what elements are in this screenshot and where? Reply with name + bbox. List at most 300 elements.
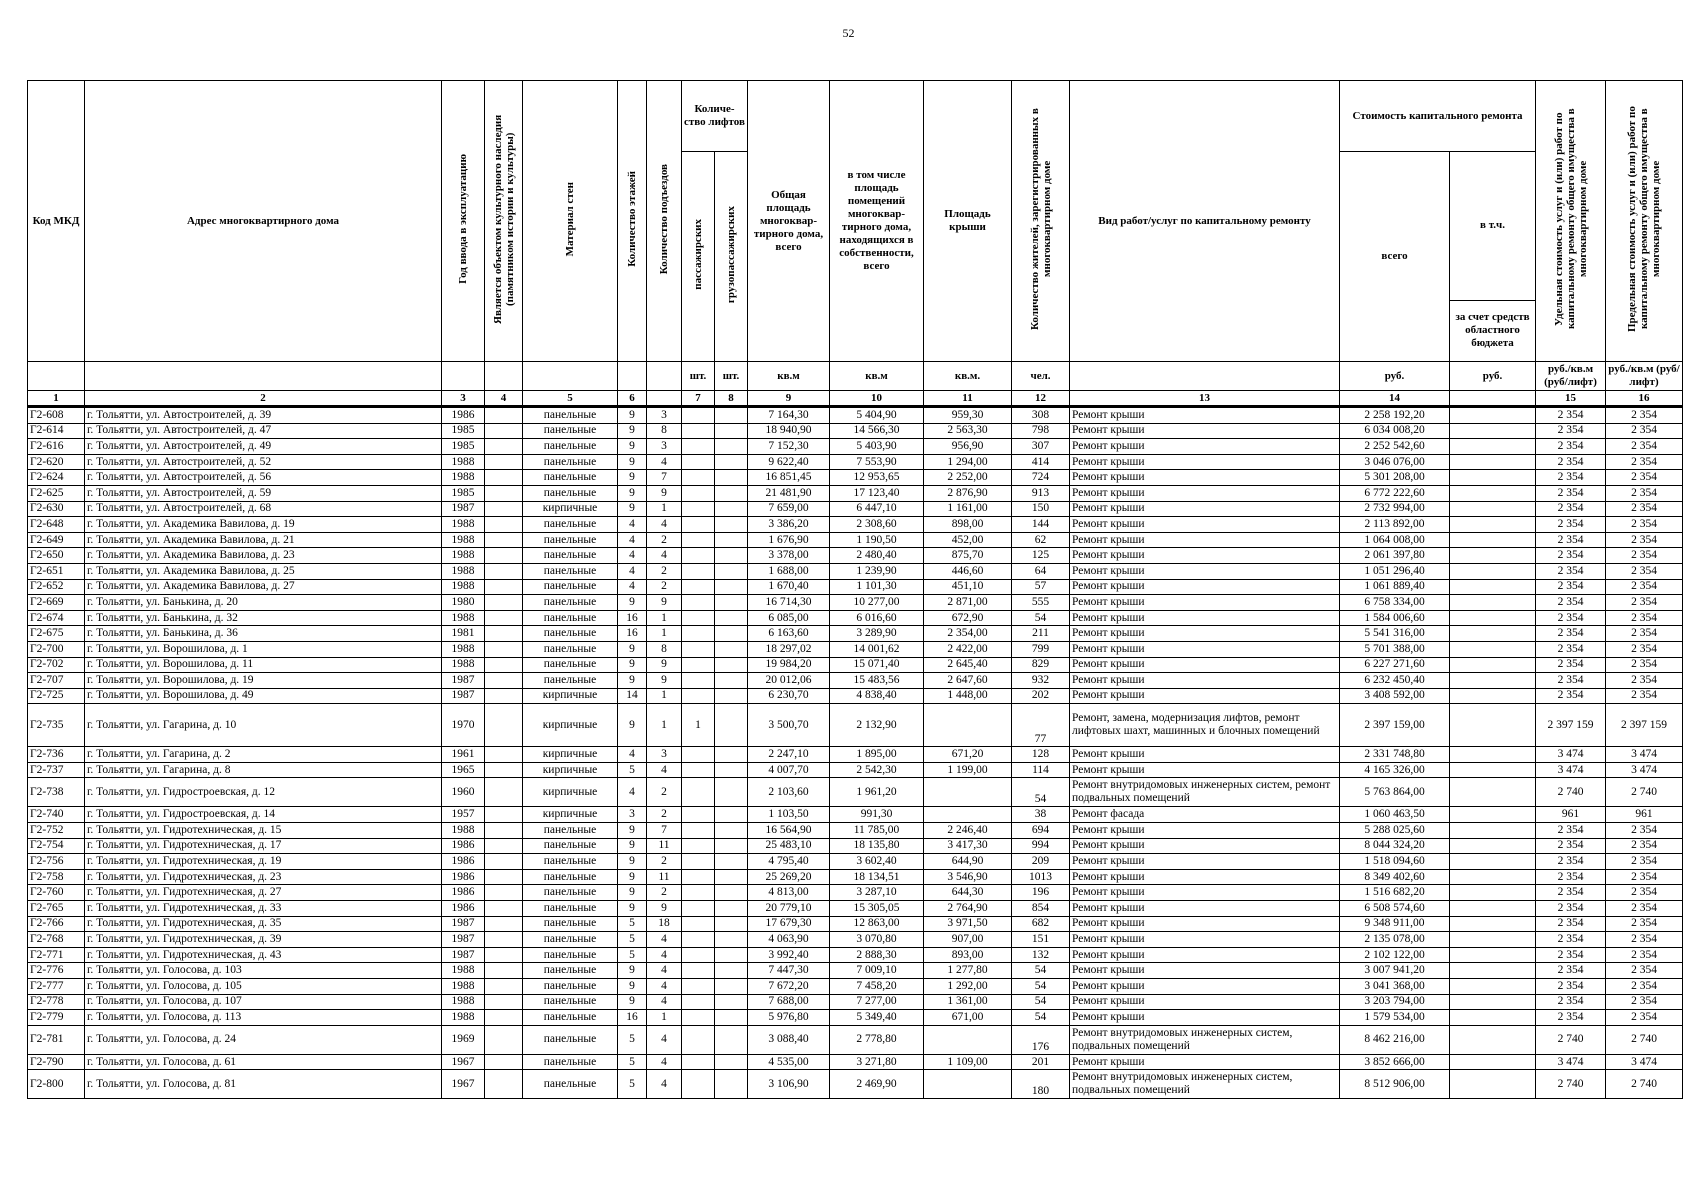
total-area-cell: 17 679,30	[748, 916, 830, 932]
year-cell: 1988	[442, 470, 485, 486]
residents-cell: 307	[1012, 439, 1070, 455]
code-cell: Г2-616	[28, 439, 85, 455]
roof-area-cell: 2 354,00	[924, 626, 1012, 642]
roof-area-cell: 2 871,00	[924, 595, 1012, 611]
limit-cost-cell: 2 354	[1606, 610, 1683, 626]
header-cost: Стоимость капитального ремонта	[1340, 81, 1536, 152]
year-cell: 1988	[442, 563, 485, 579]
address-cell: г. Тольятти, ул. Гагарина, д. 2	[85, 747, 442, 763]
entrances-cell: 4	[647, 932, 682, 948]
unit-rub: руб.	[1340, 362, 1450, 391]
cost-regional-cell	[1450, 932, 1536, 948]
table-row	[28, 916, 1683, 932]
lifts-passenger-cell	[682, 563, 715, 579]
residents-cell: 414	[1012, 454, 1070, 470]
heritage-cell	[485, 423, 523, 439]
floors-cell: 5	[618, 916, 647, 932]
unit-cost-cell: 2 354	[1536, 626, 1606, 642]
cost-regional-cell	[1450, 688, 1536, 704]
entrances-cell: 4	[647, 994, 682, 1010]
heritage-cell	[485, 947, 523, 963]
roof-area-cell: 956,90	[924, 439, 1012, 455]
material-cell: панельные	[523, 963, 618, 979]
work-type-cell: Ремонт крыши	[1070, 517, 1340, 533]
address-cell: г. Тольятти, ул. Гагарина, д. 10	[85, 704, 442, 747]
lifts-passenger-cell	[682, 869, 715, 885]
total-area-cell: 7 659,00	[748, 501, 830, 517]
address-cell: г. Тольятти, ул. Гидротехническая, д. 33	[85, 901, 442, 917]
header-code: Код МКД	[28, 81, 85, 362]
address-cell: г. Тольятти, ул. Автостроителей, д. 68	[85, 501, 442, 517]
address-cell: г. Тольятти, ул. Голосова, д. 113	[85, 1010, 442, 1026]
code-cell: Г2-725	[28, 688, 85, 704]
heritage-cell	[485, 916, 523, 932]
code-cell: Г2-630	[28, 501, 85, 517]
cost-regional-cell	[1450, 1025, 1536, 1054]
limit-cost-cell: 3 474	[1606, 762, 1683, 778]
lifts-cargo-cell	[715, 423, 748, 439]
entrances-cell: 9	[647, 901, 682, 917]
lifts-cargo-cell	[715, 932, 748, 948]
cost-total-cell: 3 007 941,20	[1340, 963, 1450, 979]
lifts-cargo-cell	[715, 470, 748, 486]
unit-cost-cell: 3 474	[1536, 1054, 1606, 1070]
table-row	[28, 641, 1683, 657]
address-cell: г. Тольятти, ул. Автостроителей, д. 49	[85, 439, 442, 455]
unit-cost-cell: 2 354	[1536, 979, 1606, 995]
address-cell: г. Тольятти, ул. Голосова, д. 61	[85, 1054, 442, 1070]
year-cell: 1986	[442, 407, 485, 424]
table-row	[28, 823, 1683, 839]
code-cell: Г2-776	[28, 963, 85, 979]
material-cell: панельные	[523, 673, 618, 689]
table-row	[28, 994, 1683, 1010]
column-number: 12	[1012, 391, 1070, 407]
floors-cell: 5	[618, 762, 647, 778]
material-cell: панельные	[523, 407, 618, 424]
work-type-cell: Ремонт крыши	[1070, 1054, 1340, 1070]
address-cell: г. Тольятти, ул. Гидротехническая, д. 43	[85, 947, 442, 963]
heritage-cell	[485, 407, 523, 424]
entrances-cell: 8	[647, 641, 682, 657]
table-row	[28, 1010, 1683, 1026]
year-cell: 1970	[442, 704, 485, 747]
address-cell: г. Тольятти, ул. Банькина, д. 20	[85, 595, 442, 611]
address-cell: г. Тольятти, ул. Банькина, д. 36	[85, 626, 442, 642]
address-cell: г. Тольятти, ул. Ворошилова, д. 19	[85, 673, 442, 689]
floors-cell: 4	[618, 517, 647, 533]
unit-cell	[647, 362, 682, 391]
floors-cell: 9	[618, 439, 647, 455]
page-number: 52	[842, 26, 855, 40]
work-type-cell: Ремонт крыши	[1070, 563, 1340, 579]
entrances-cell: 9	[647, 657, 682, 673]
unit-cost-cell: 2 354	[1536, 1010, 1606, 1026]
lifts-passenger-cell	[682, 548, 715, 564]
address-cell: г. Тольятти, ул. Гидротехническая, д. 39	[85, 932, 442, 948]
unit-cost-cell: 2 354	[1536, 641, 1606, 657]
heritage-cell	[485, 485, 523, 501]
material-cell: панельные	[523, 901, 618, 917]
material-cell: панельные	[523, 532, 618, 548]
code-cell: Г2-620	[28, 454, 85, 470]
address-cell: г. Тольятти, ул. Академика Вавилова, д. 19	[85, 517, 442, 533]
floors-cell: 9	[618, 407, 647, 424]
heritage-cell	[485, 963, 523, 979]
entrances-cell: 2	[647, 778, 682, 807]
table-row	[28, 854, 1683, 870]
year-cell: 1985	[442, 439, 485, 455]
floors-cell: 9	[618, 994, 647, 1010]
total-area-cell: 16 564,90	[748, 823, 830, 839]
cost-regional-cell	[1450, 901, 1536, 917]
year-cell: 1967	[442, 1054, 485, 1070]
lifts-passenger-cell	[682, 579, 715, 595]
heritage-cell	[485, 439, 523, 455]
address-cell: г. Тольятти, ул. Гидротехническая, д. 17	[85, 838, 442, 854]
material-cell: панельные	[523, 979, 618, 995]
heritage-cell	[485, 838, 523, 854]
roof-area-cell: 2 563,30	[924, 423, 1012, 439]
entrances-cell: 3	[647, 407, 682, 424]
cost-total-cell: 6 758 334,00	[1340, 595, 1450, 611]
floors-cell: 9	[618, 470, 647, 486]
unit-cell	[618, 362, 647, 391]
floors-cell: 14	[618, 688, 647, 704]
lifts-passenger-cell	[682, 470, 715, 486]
cost-total-cell: 5 541 316,00	[1340, 626, 1450, 642]
total-area-cell: 18 297,02	[748, 641, 830, 657]
unit-rub-per-m2: руб./кв.м (руб/лифт)	[1606, 362, 1683, 391]
lifts-cargo-cell	[715, 1025, 748, 1054]
residents-cell: 854	[1012, 901, 1070, 917]
floors-cell: 9	[618, 595, 647, 611]
year-cell: 1988	[442, 548, 485, 564]
cost-total-cell: 1 064 008,00	[1340, 532, 1450, 548]
table-row	[28, 688, 1683, 704]
year-cell: 1988	[442, 579, 485, 595]
year-cell: 1988	[442, 641, 485, 657]
lifts-cargo-cell	[715, 854, 748, 870]
year-cell: 1986	[442, 854, 485, 870]
residents-cell: 913	[1012, 485, 1070, 501]
material-cell: панельные	[523, 454, 618, 470]
cost-total-cell: 3 046 076,00	[1340, 454, 1450, 470]
column-number	[1450, 391, 1536, 407]
cost-total-cell: 6 227 271,60	[1340, 657, 1450, 673]
code-cell: Г2-738	[28, 778, 85, 807]
owned-area-cell: 991,30	[830, 807, 924, 823]
limit-cost-cell: 2 354	[1606, 641, 1683, 657]
lifts-cargo-cell	[715, 673, 748, 689]
unit-cost-cell: 2 354	[1536, 470, 1606, 486]
unit-cost-cell: 2 354	[1536, 407, 1606, 424]
residents-cell: 694	[1012, 823, 1070, 839]
residents-cell: 151	[1012, 932, 1070, 948]
year-cell: 1986	[442, 838, 485, 854]
roof-area-cell: 446,60	[924, 563, 1012, 579]
lifts-cargo-cell	[715, 1070, 748, 1099]
capital-repair-table	[27, 80, 1683, 1099]
cost-regional-cell	[1450, 916, 1536, 932]
table-row	[28, 485, 1683, 501]
owned-area-cell: 3 289,90	[830, 626, 924, 642]
lifts-cargo-cell	[715, 916, 748, 932]
owned-area-cell: 7 277,00	[830, 994, 924, 1010]
roof-area-cell: 2 252,00	[924, 470, 1012, 486]
floors-cell: 9	[618, 963, 647, 979]
material-cell: кирпичные	[523, 747, 618, 763]
limit-cost-cell: 2 354	[1606, 838, 1683, 854]
residents-cell: 54	[1012, 963, 1070, 979]
owned-area-cell: 12 953,65	[830, 470, 924, 486]
entrances-cell: 4	[647, 762, 682, 778]
cost-total-cell: 5 763 864,00	[1340, 778, 1450, 807]
year-cell: 1985	[442, 423, 485, 439]
lifts-passenger-cell	[682, 885, 715, 901]
work-type-cell: Ремонт крыши	[1070, 994, 1340, 1010]
limit-cost-cell: 2 354	[1606, 947, 1683, 963]
heritage-cell	[485, 501, 523, 517]
work-type-cell: Ремонт внутридомовых инженерных систем, ремонт подвальных помещений	[1070, 778, 1340, 807]
cost-regional-cell	[1450, 979, 1536, 995]
cost-regional-cell	[1450, 869, 1536, 885]
cost-total-cell: 8 462 216,00	[1340, 1025, 1450, 1054]
column-number: 11	[924, 391, 1012, 407]
work-type-cell: Ремонт крыши	[1070, 979, 1340, 995]
work-type-cell: Ремонт крыши	[1070, 485, 1340, 501]
owned-area-cell: 18 135,80	[830, 838, 924, 854]
material-cell: кирпичные	[523, 501, 618, 517]
owned-area-cell: 1 239,90	[830, 563, 924, 579]
address-cell: г. Тольятти, ул. Голосова, д. 103	[85, 963, 442, 979]
roof-area-cell: 1 199,00	[924, 762, 1012, 778]
cost-regional-cell	[1450, 762, 1536, 778]
heritage-cell	[485, 704, 523, 747]
lifts-cargo-cell	[715, 485, 748, 501]
lifts-passenger-cell	[682, 932, 715, 948]
lifts-passenger-cell	[682, 673, 715, 689]
column-number: 9	[748, 391, 830, 407]
year-cell: 1960	[442, 778, 485, 807]
lifts-cargo-cell	[715, 747, 748, 763]
lifts-cargo-cell	[715, 610, 748, 626]
roof-area-cell: 893,00	[924, 947, 1012, 963]
lifts-passenger-cell	[682, 532, 715, 548]
lifts-cargo-cell	[715, 517, 748, 533]
roof-area-cell: 451,10	[924, 579, 1012, 595]
year-cell: 1988	[442, 823, 485, 839]
work-type-cell: Ремонт крыши	[1070, 641, 1340, 657]
cost-total-cell: 8 349 402,60	[1340, 869, 1450, 885]
material-cell: панельные	[523, 626, 618, 642]
code-cell: Г2-648	[28, 517, 85, 533]
heritage-cell	[485, 454, 523, 470]
heritage-cell	[485, 626, 523, 642]
residents-cell: 128	[1012, 747, 1070, 763]
owned-area-cell: 6 447,10	[830, 501, 924, 517]
owned-area-cell: 3 070,80	[830, 932, 924, 948]
work-type-cell: Ремонт крыши	[1070, 579, 1340, 595]
unit-cell	[85, 362, 442, 391]
column-number: 8	[715, 391, 748, 407]
unit-cost-cell: 2 354	[1536, 610, 1606, 626]
lifts-passenger-cell	[682, 610, 715, 626]
lifts-cargo-cell	[715, 762, 748, 778]
lifts-passenger-cell	[682, 854, 715, 870]
cost-total-cell: 2 732 994,00	[1340, 501, 1450, 517]
heritage-cell	[485, 869, 523, 885]
cost-total-cell: 2 331 748,80	[1340, 747, 1450, 763]
header-address: Адрес многоквартирного дома	[85, 81, 442, 362]
cost-total-cell: 6 772 222,60	[1340, 485, 1450, 501]
lifts-passenger-cell	[682, 807, 715, 823]
work-type-cell: Ремонт внутридомовых инженерных систем, подвальных помещений	[1070, 1025, 1340, 1054]
year-cell: 1980	[442, 595, 485, 611]
floors-cell: 9	[618, 657, 647, 673]
lifts-passenger-cell	[682, 657, 715, 673]
material-cell: панельные	[523, 916, 618, 932]
total-area-cell: 4 813,00	[748, 885, 830, 901]
table-row	[28, 947, 1683, 963]
header-roof-area: Площадь крыши	[924, 81, 1012, 362]
lifts-cargo-cell	[715, 501, 748, 517]
header-floors: Количество этажей	[618, 81, 647, 362]
lifts-passenger-cell	[682, 1070, 715, 1099]
column-number: 4	[485, 391, 523, 407]
limit-cost-cell: 2 740	[1606, 1070, 1683, 1099]
total-area-cell: 16 851,45	[748, 470, 830, 486]
code-cell: Г2-652	[28, 579, 85, 595]
floors-cell: 9	[618, 673, 647, 689]
lifts-cargo-cell	[715, 548, 748, 564]
heritage-cell	[485, 994, 523, 1010]
limit-cost-cell: 2 354	[1606, 901, 1683, 917]
heritage-cell	[485, 854, 523, 870]
owned-area-cell: 14 566,30	[830, 423, 924, 439]
cost-regional-cell	[1450, 1070, 1536, 1099]
table-body	[28, 407, 1683, 1099]
cost-total-cell: 2 102 122,00	[1340, 947, 1450, 963]
unit-m2: кв.м	[748, 362, 830, 391]
address-cell: г. Тольятти, ул. Автостроителей, д. 56	[85, 470, 442, 486]
entrances-cell: 18	[647, 916, 682, 932]
owned-area-cell: 7 458,20	[830, 979, 924, 995]
total-area-cell: 3 106,90	[748, 1070, 830, 1099]
total-area-cell: 20 779,10	[748, 901, 830, 917]
work-type-cell: Ремонт крыши	[1070, 501, 1340, 517]
work-type-cell: Ремонт крыши	[1070, 838, 1340, 854]
cost-total-cell: 2 113 892,00	[1340, 517, 1450, 533]
year-cell: 1981	[442, 626, 485, 642]
lifts-cargo-cell	[715, 407, 748, 424]
year-cell: 1988	[442, 517, 485, 533]
residents-cell: 724	[1012, 470, 1070, 486]
owned-area-cell: 15 483,56	[830, 673, 924, 689]
cost-total-cell: 3 408 592,00	[1340, 688, 1450, 704]
limit-cost-cell: 3 474	[1606, 747, 1683, 763]
column-number: 1	[28, 391, 85, 407]
total-area-cell: 1 688,00	[748, 563, 830, 579]
cost-regional-cell	[1450, 838, 1536, 854]
cost-total-cell: 2 252 542,60	[1340, 439, 1450, 455]
table-row	[28, 673, 1683, 689]
cost-regional-cell	[1450, 423, 1536, 439]
table-row	[28, 517, 1683, 533]
residents-cell: 209	[1012, 854, 1070, 870]
year-cell: 1988	[442, 963, 485, 979]
code-cell: Г2-650	[28, 548, 85, 564]
material-cell: панельные	[523, 579, 618, 595]
residents-cell: 682	[1012, 916, 1070, 932]
header-heritage: Является объектом культурного наследия (памятником истории и культуры)	[485, 81, 523, 362]
lifts-passenger-cell	[682, 979, 715, 995]
owned-area-cell: 3 287,10	[830, 885, 924, 901]
work-type-cell: Ремонт крыши	[1070, 854, 1340, 870]
cost-total-cell: 3 203 794,00	[1340, 994, 1450, 1010]
floors-cell: 5	[618, 1025, 647, 1054]
unit-cost-cell: 2 354	[1536, 932, 1606, 948]
table-row	[28, 423, 1683, 439]
header-unit-cost: Удельная стоимость услуг и (или) работ по капитальному ремонту общего имущества в многоквартирном доме	[1536, 81, 1606, 362]
entrances-cell: 4	[647, 454, 682, 470]
table-row	[28, 778, 1683, 807]
unit-cost-cell: 2 354	[1536, 454, 1606, 470]
cost-total-cell: 2 397 159,00	[1340, 704, 1450, 747]
address-cell: г. Тольятти, ул. Ворошилова, д. 1	[85, 641, 442, 657]
work-type-cell: Ремонт фасада	[1070, 807, 1340, 823]
roof-area-cell: 2 422,00	[924, 641, 1012, 657]
floors-cell: 16	[618, 610, 647, 626]
unit-cost-cell: 2 354	[1536, 823, 1606, 839]
lifts-passenger-cell	[682, 454, 715, 470]
cost-total-cell: 5 301 208,00	[1340, 470, 1450, 486]
cost-regional-cell	[1450, 501, 1536, 517]
lifts-cargo-cell	[715, 641, 748, 657]
lifts-passenger-cell	[682, 1054, 715, 1070]
cost-total-cell: 6 034 008,20	[1340, 423, 1450, 439]
heritage-cell	[485, 563, 523, 579]
unit-cost-cell: 2 354	[1536, 579, 1606, 595]
lifts-cargo-cell	[715, 823, 748, 839]
code-cell: Г2-674	[28, 610, 85, 626]
lifts-passenger-cell	[682, 439, 715, 455]
entrances-cell: 9	[647, 673, 682, 689]
owned-area-cell: 2 888,30	[830, 947, 924, 963]
lifts-cargo-cell	[715, 439, 748, 455]
limit-cost-cell: 961	[1606, 807, 1683, 823]
limit-cost-cell: 2 354	[1606, 916, 1683, 932]
owned-area-cell: 3 602,40	[830, 854, 924, 870]
material-cell: панельные	[523, 838, 618, 854]
roof-area-cell: 672,90	[924, 610, 1012, 626]
year-cell: 1988	[442, 532, 485, 548]
work-type-cell: Ремонт крыши	[1070, 869, 1340, 885]
work-type-cell: Ремонт крыши	[1070, 762, 1340, 778]
owned-area-cell: 2 132,90	[830, 704, 924, 747]
unit-cost-cell: 2 354	[1536, 838, 1606, 854]
lifts-passenger-cell	[682, 947, 715, 963]
lifts-passenger-cell	[682, 1025, 715, 1054]
unit-cost-cell: 961	[1536, 807, 1606, 823]
year-cell: 1965	[442, 762, 485, 778]
code-cell: Г2-777	[28, 979, 85, 995]
cost-total-cell: 3 852 666,00	[1340, 1054, 1450, 1070]
code-cell: Г2-765	[28, 901, 85, 917]
table-row	[28, 657, 1683, 673]
roof-area-cell: 1 361,00	[924, 994, 1012, 1010]
unit-cost-cell: 2 397 159	[1536, 704, 1606, 747]
